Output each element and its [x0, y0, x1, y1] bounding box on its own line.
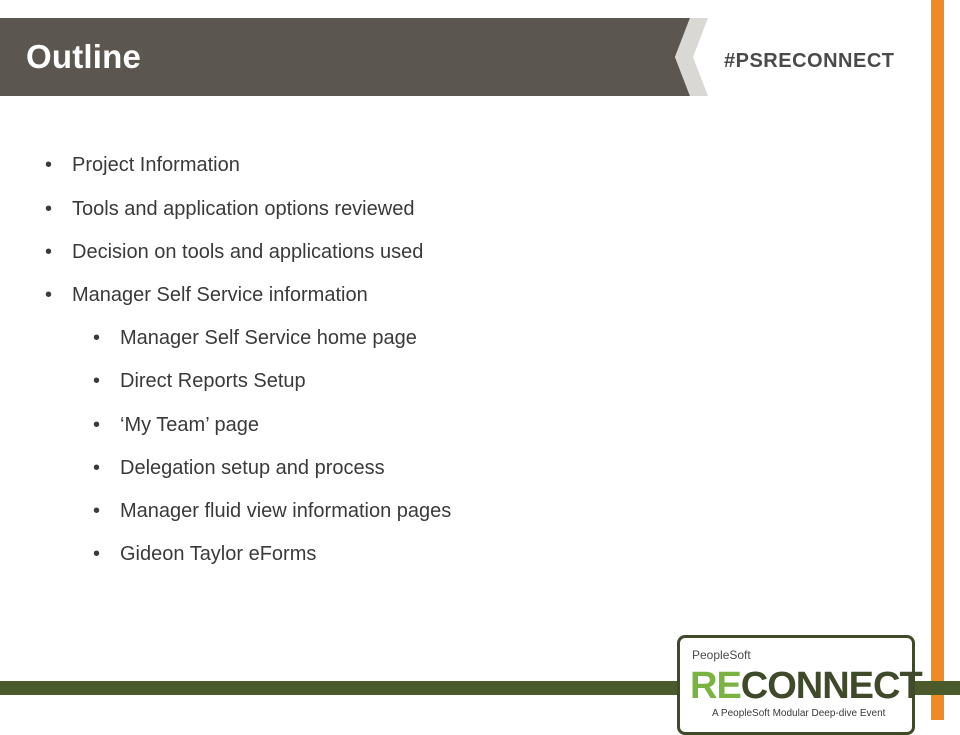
orange-accent-bar: [931, 0, 944, 720]
bullet-dot: •: [93, 414, 101, 436]
sub-bullet-item: [93, 499, 452, 523]
bullet-dot: •: [45, 241, 53, 263]
bullet-text: Gideon Taylor eForms: [120, 543, 317, 565]
bullet-text: Manager fluid view information pages: [120, 500, 452, 522]
bullet-dot: •: [93, 327, 101, 349]
bullet-dot: •: [45, 198, 53, 220]
bullet-text: Manager Self Service home page: [120, 327, 417, 349]
bullet-text: ‘My Team’ page: [120, 414, 259, 436]
bullet-text: Project Information: [72, 154, 240, 176]
logo-brand-text: PeopleSoft: [692, 648, 751, 662]
slide-title: Outline: [26, 38, 142, 75]
bullet-dot: •: [45, 154, 53, 176]
sub-bullet-item: [93, 413, 259, 437]
logo-wordmark-connect: CONNECT: [740, 665, 922, 707]
event-hashtag: #PSRECONNECT: [724, 50, 895, 72]
sub-bullet-item: [93, 369, 306, 393]
bullet-text: Delegation setup and process: [120, 457, 385, 479]
sub-bullet-item: [93, 456, 385, 480]
bullet-text: Decision on tools and applications used: [72, 241, 424, 263]
logo-wordmark: [690, 666, 922, 706]
bullet-text: Tools and application options reviewed: [72, 198, 415, 220]
logo-wordmark-re: RE: [690, 665, 741, 707]
sub-bullet-item: [93, 326, 417, 350]
bullet-item: [45, 240, 424, 264]
bullet-text: Manager Self Service information: [72, 284, 368, 306]
bullet-dot: •: [93, 543, 101, 565]
bullet-text: Direct Reports Setup: [120, 370, 306, 392]
bullet-dot: •: [93, 500, 101, 522]
sub-bullet-item: [93, 542, 317, 566]
bullet-item: [45, 197, 415, 221]
bullet-item: [45, 283, 368, 307]
bullet-dot: •: [45, 284, 53, 306]
bullet-dot: •: [93, 457, 101, 479]
bullet-item: [45, 153, 240, 177]
bullet-dot: •: [93, 370, 101, 392]
reconnect-logo: [677, 635, 922, 735]
logo-tagline: A PeopleSoft Modular Deep-dive Event: [712, 708, 886, 719]
